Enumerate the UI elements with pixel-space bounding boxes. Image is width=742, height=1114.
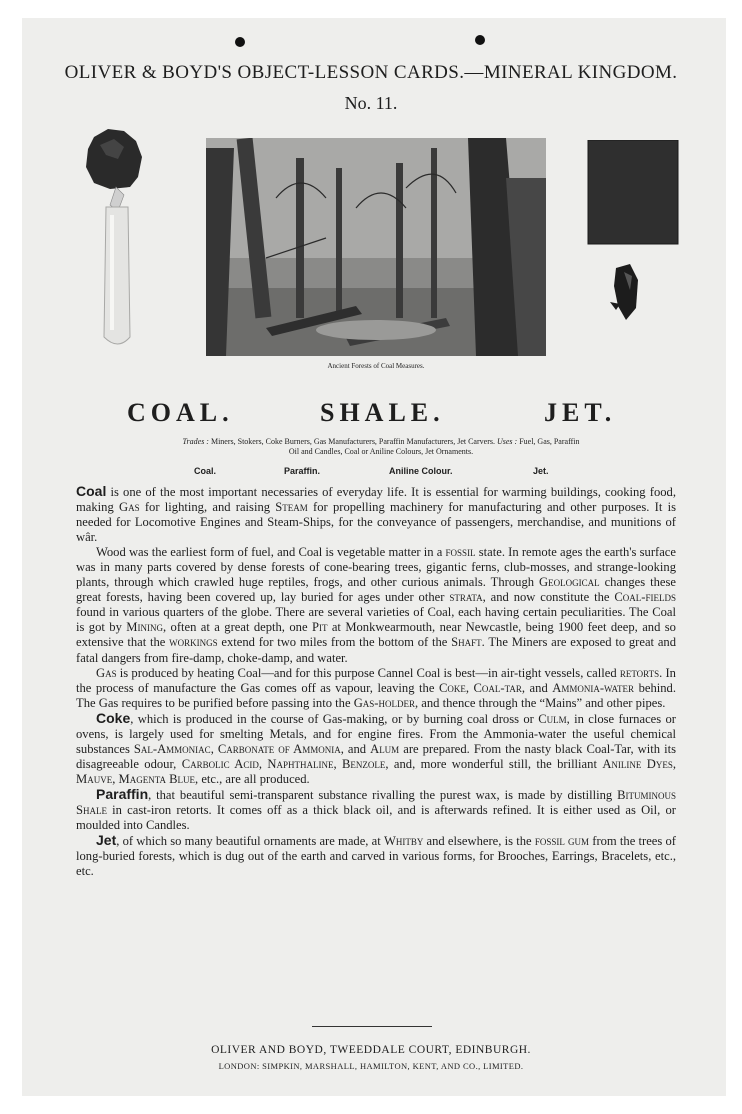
heading-coal: COAL.	[127, 398, 234, 427]
text: , which is produced in the course of Gas-making, or by burning coal dross or	[130, 711, 539, 726]
term: Whitby	[383, 834, 424, 849]
paragraph-paraffin	[76, 787, 676, 833]
hanging-hole-left	[235, 37, 245, 47]
text: , and thence through the “Mains” and other pipes.	[414, 695, 666, 710]
text: . In the process of manufacture the Gas comes off as vapour, leaving the	[76, 665, 676, 695]
text: , that beautiful semi-transparent substance rivalling the purest wax, is made by distilling	[148, 787, 618, 802]
term: Steam	[275, 500, 308, 515]
text: ,	[465, 680, 474, 695]
keyword-jet: Jet	[96, 832, 117, 849]
text: , of which so many beautiful ornaments are made, at	[116, 834, 384, 849]
specimen-label-paraffin: Paraffin.	[284, 466, 321, 476]
text: . The Miners are exposed to great and fatal dangers from fire-damp, choke-damp, and water.	[76, 635, 676, 665]
term: Carbonate of Ammonia	[217, 741, 341, 756]
term: Benzole	[341, 756, 386, 771]
text: is one of the most important necessaries of everyday life. It is essential for warming buildings, cooking food, making	[76, 485, 676, 515]
specimen-label-jet: Jet.	[533, 466, 549, 476]
term: Magenta Blue	[118, 771, 196, 786]
paragraph-coke	[76, 711, 676, 787]
hanging-hole-right	[475, 35, 485, 45]
term: Gas-holder	[353, 695, 415, 710]
lesson-text	[76, 484, 676, 879]
heading-jet: JET.	[544, 398, 617, 427]
coal-and-candle-specimen	[80, 125, 152, 355]
card-title: OLIVER & BOYD'S OBJECT-LESSON CARDS.—MINERAL KINGDOM.	[64, 62, 678, 83]
specimen-label-coal: Coal.	[194, 466, 217, 476]
text: , and	[521, 680, 553, 695]
term: Coke	[438, 680, 466, 695]
card-number: No. 11.	[344, 93, 398, 113]
footer-divider	[312, 1026, 432, 1027]
text: from the trees of long-buried forests, which is dug out of the earth and carved in various forms, for Brooches, Earrings, Bracelets, etc., etc.	[76, 834, 676, 879]
trades-text: Miners, Stokers, Coke Burners, Gas Manufacturers, Paraffin Manufacturers, Jet Carvers.	[210, 437, 495, 446]
term: Bituminous Shale	[76, 787, 676, 817]
text: behind. The Gas requires to be purified before passing into the	[76, 680, 677, 710]
term: Mauve	[76, 771, 113, 786]
uses-label: Uses :	[496, 437, 518, 446]
term: fossil gum	[534, 834, 590, 849]
heading-shale: SHALE.	[320, 398, 445, 427]
term: Sal-Ammoniac	[133, 741, 211, 756]
text: ,	[210, 741, 218, 756]
term: strata	[449, 590, 483, 605]
term: Ammonia-water	[552, 680, 635, 695]
footer-london: LONDON: SIMPKIN, MARSHALL, HAMILTON, KENT, AND CO., LIMITED.	[218, 1061, 524, 1071]
term: fossil	[445, 545, 476, 560]
paragraph-jet	[76, 833, 676, 879]
term: Pit	[311, 620, 328, 635]
paragraph-gas	[76, 666, 676, 711]
keyword-coke: Coke	[96, 709, 131, 726]
paragraph-wood	[76, 545, 676, 665]
text: ,	[112, 771, 119, 786]
text: in cast-iron retorts. It comes off as a thick black oil, and is afterwards refined. It is either used as Oil, or moulded into Candles.	[76, 802, 676, 833]
text: , often at a great depth, one	[162, 620, 312, 635]
text: extend for two miles from the bottom of the	[217, 635, 452, 650]
text: and elsewhere, is the	[423, 834, 535, 849]
text: at Monkwearmouth, near Newcastle, being 1900 feet deep, and so extensive that the	[76, 620, 676, 650]
trades-label: Trades :	[182, 437, 209, 446]
term: Alum	[370, 741, 400, 756]
text: , etc., are all produced.	[195, 771, 310, 786]
term: Carbolic Acid	[181, 756, 259, 771]
illustration-caption: Ancient Forests of Coal Measures.	[327, 362, 425, 370]
text: , and	[340, 741, 371, 756]
term: Mining	[126, 620, 163, 635]
text: changes these great forests, having been covered up, lay buried for ages under other	[76, 575, 676, 605]
term: Naphthaline	[267, 756, 334, 771]
trades-line2: Oil and Candles, Coal or Aniline Colours, Jet Ornaments.	[288, 447, 474, 456]
text: , and, more wonderful still, the brilliant	[385, 756, 603, 771]
term: Gas	[119, 500, 140, 515]
paragraph-coal	[76, 484, 676, 545]
term: Geological	[539, 575, 600, 590]
uses-text: Fuel, Gas, Paraffin	[519, 437, 580, 446]
term: Gas	[96, 665, 117, 680]
text: found in various quarters of the globe. There are several varieties of Coal, each having certain peculiarities. The Coal is got by	[76, 605, 676, 635]
trades-and-uses	[94, 437, 668, 457]
text: , in close furnaces or ovens, is largely used for smelting Metals, and for engine fires. From the Ammonia-water the useful chemical substances	[76, 711, 676, 756]
text: for lighting, and raising	[139, 500, 276, 515]
text: state. In remote ages the earth's surface was in many parts covered by dense forests of cone-bearing trees, gigantic ferns, club-mosses, and strange-looking plants, through which crawled huge reptiles, frogs, and other curious animals. Through	[76, 545, 676, 590]
text: Wood was the earliest form of fuel, and Coal is vegetable matter in a	[96, 545, 446, 560]
footer-publisher: OLIVER AND BOYD, TWEEDDALE COURT, EDINBURGH.	[211, 1044, 531, 1056]
shale-and-jet-specimen	[586, 140, 682, 325]
text: is produced by heating Coal—and for this purpose Cannel Coal is best—in air-tight vessels, called	[116, 665, 620, 680]
keyword-coal: Coal	[76, 483, 107, 499]
keyword-paraffin: Paraffin	[96, 785, 149, 802]
text: , and now constitute the	[482, 590, 615, 605]
text: ,	[672, 756, 677, 771]
ancient-forest-illustration	[206, 138, 546, 356]
term: Coal-fields	[614, 590, 676, 605]
term: workings	[169, 635, 218, 650]
specimen-label-aniline: Aniline Colour.	[389, 466, 453, 476]
term: Culm	[538, 711, 567, 726]
term: Coal-tar	[473, 680, 522, 695]
term: Aniline Dyes	[602, 756, 673, 771]
text: ,	[258, 756, 268, 771]
term: Shaft	[451, 635, 482, 650]
text: for propelling machinery for manufacturing and other purposes. It is needed for Locomotive Engines and Steam-Ships, for the conveyance of passengers, merchandise, and munitions of wâr.	[76, 500, 676, 545]
text: are prepared. From the nasty black Coal-Tar, with its disagreeable odour,	[76, 741, 676, 771]
text: ,	[333, 756, 342, 771]
term: retorts	[619, 665, 660, 680]
